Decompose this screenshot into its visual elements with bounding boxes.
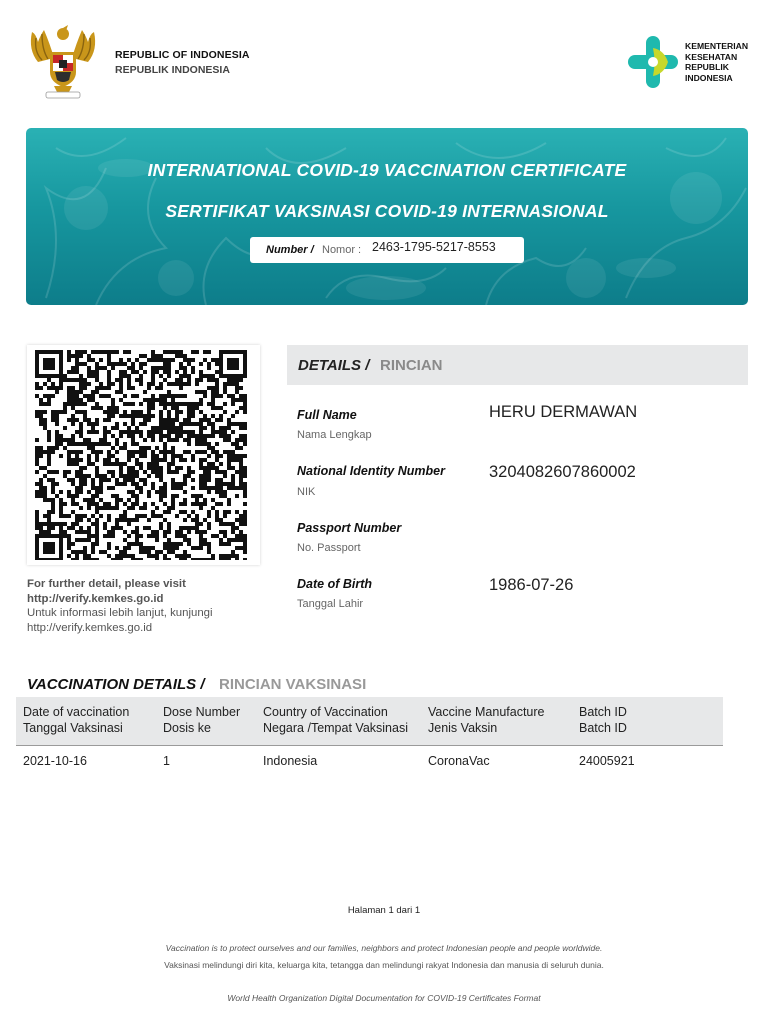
table-row bbox=[16, 746, 723, 769]
footer-who-note: World Health Organization Digital Documentation for COVID-19 Certificates Format bbox=[227, 993, 541, 1003]
full-name-label-id: Nama Lengkap bbox=[297, 429, 372, 441]
verify-note-en: For further detail, please visit http://verify.kemkes.go.id bbox=[27, 578, 186, 605]
column-header-id: Dosis ke bbox=[163, 721, 211, 735]
ministry-line: KESEHATAN bbox=[685, 51, 738, 62]
ministry-name bbox=[685, 41, 748, 83]
vaccination-date-cell: 2021-10-16 bbox=[23, 754, 87, 768]
details-title-id: RINCIAN bbox=[380, 357, 443, 374]
table-header-row bbox=[16, 697, 723, 746]
country-name-en: REPUBLIC OF INDONESIA bbox=[115, 49, 250, 61]
dose-number-cell: 1 bbox=[163, 754, 170, 768]
column-header-id: Batch ID bbox=[579, 721, 627, 735]
dob-label-id: Tanggal Lahir bbox=[297, 598, 364, 610]
vaccination-title-id: RINCIAN VAKSINASI bbox=[219, 676, 367, 693]
certificate-title-id: SERTIFIKAT VAKSINASI COVID-19 INTERNASIONAL bbox=[165, 201, 609, 221]
number-label-id: Nomor : bbox=[322, 244, 362, 256]
nik-value: 3204082607860002 bbox=[489, 463, 636, 481]
column-header-en: Vaccine Manufacture bbox=[428, 705, 545, 719]
number-label-en: Number / bbox=[266, 244, 314, 256]
column-header bbox=[156, 697, 256, 746]
certificate-title-en: INTERNATIONAL COVID-19 VACCINATION CERTIFICATE bbox=[147, 160, 627, 180]
nik-label: National Identity Number bbox=[297, 464, 445, 478]
column-header-id: Negara /Tempat Vaksinasi bbox=[263, 721, 408, 735]
footer-statement-en: Vaccination is to protect ourselves and our families, neighbors and protect Indonesian people and people worldwide. bbox=[165, 943, 603, 953]
ministry-line: REPUBLIK bbox=[685, 62, 729, 72]
ministry-line: KEMENTERIAN bbox=[685, 41, 749, 51]
details-title-en: DETAILS / bbox=[298, 357, 370, 374]
details-section-header bbox=[287, 345, 748, 385]
column-header-en: Date of vaccination bbox=[23, 705, 130, 719]
vaccination-title-en: VACCINATION DETAILS / bbox=[27, 676, 205, 693]
column-header-id: Jenis Vaksin bbox=[428, 721, 498, 735]
page-indicator: Halaman 1 dari 1 bbox=[347, 905, 421, 916]
column-header bbox=[16, 697, 156, 746]
column-header-id: Tanggal Vaksinasi bbox=[23, 721, 123, 735]
passport-label: Passport Number bbox=[297, 521, 402, 535]
garuda-emblem-icon bbox=[24, 22, 102, 100]
kemenkes-logo-icon bbox=[628, 36, 678, 88]
column-header-en: Batch ID bbox=[579, 705, 627, 719]
nik-label-id: NIK bbox=[297, 486, 316, 498]
full-name-label: Full Name bbox=[297, 408, 357, 422]
certificate-banner bbox=[26, 128, 748, 305]
certificate-number: 2463-1795-5217-8553 bbox=[372, 240, 496, 254]
footer-statement-id: Vaksinasi melindungi diri kita, keluarga kita, tetangga dan melindungi rakyat Indonesia dan manusia di seluruh dunia. bbox=[164, 960, 604, 970]
qr-modules bbox=[35, 350, 247, 560]
column-header-en: Country of Vaccination bbox=[263, 705, 388, 719]
batch-id-cell: 24005921 bbox=[579, 754, 635, 768]
column-header bbox=[256, 697, 421, 746]
full-name-value: HERU DERMAWAN bbox=[489, 403, 638, 421]
verify-note-id: Untuk informasi lebih lanjut, kunjungi http://verify.kemkes.go.id bbox=[27, 607, 213, 634]
country-name-id: REPUBLIK INDONESIA bbox=[115, 64, 230, 76]
ministry-line: INDONESIA bbox=[685, 72, 733, 83]
column-header-en: Dose Number bbox=[163, 705, 241, 719]
dob-label: Date of Birth bbox=[297, 577, 372, 591]
column-header bbox=[421, 697, 572, 746]
qr-code-icon bbox=[33, 350, 254, 560]
passport-label-id: No. Passport bbox=[297, 542, 361, 554]
certificate-number-box bbox=[250, 237, 524, 263]
country-cell: Indonesia bbox=[263, 754, 318, 768]
qr-code-card bbox=[27, 345, 260, 565]
column-header bbox=[572, 697, 723, 746]
vaccination-table bbox=[16, 697, 723, 768]
vaccine-cell: CoronaVac bbox=[428, 754, 490, 768]
dob-value: 1986-07-26 bbox=[489, 576, 574, 594]
